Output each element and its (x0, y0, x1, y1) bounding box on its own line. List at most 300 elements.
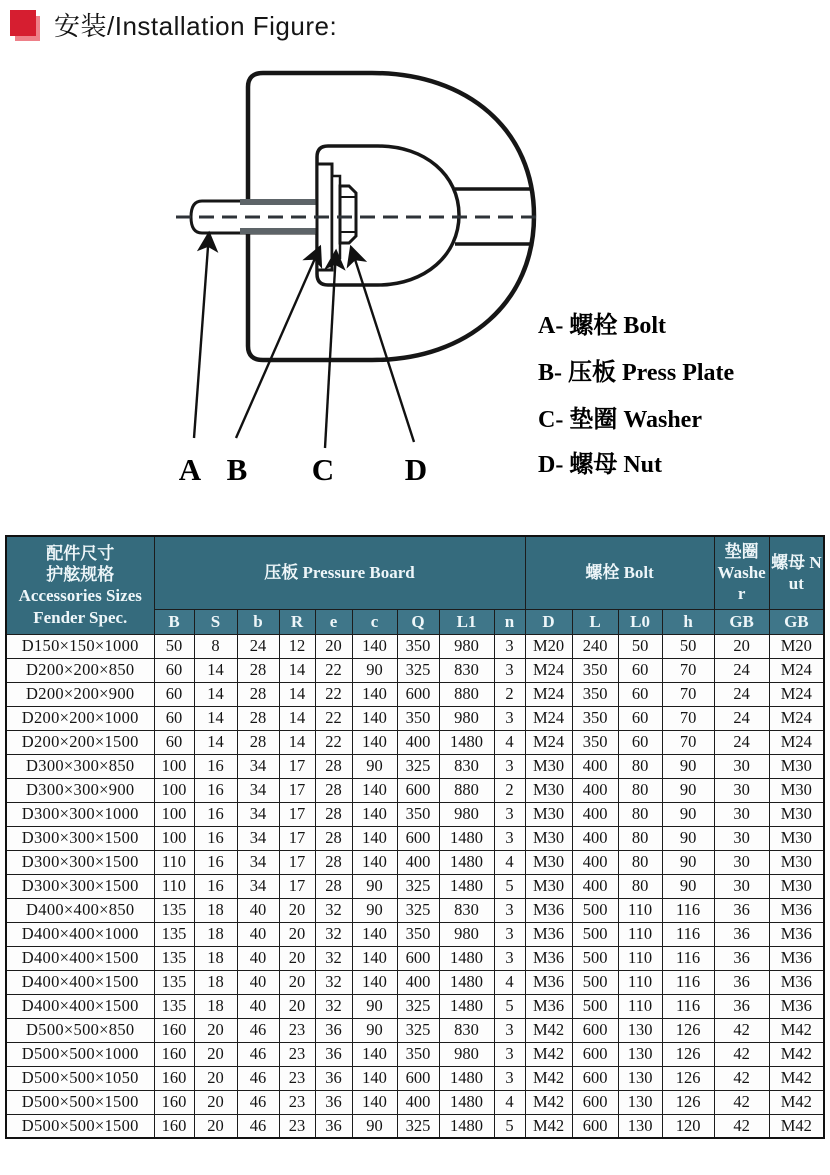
value-cell: 140 (352, 1042, 397, 1066)
value-cell: 400 (397, 1090, 439, 1114)
value-cell: 400 (397, 970, 439, 994)
value-cell: 70 (662, 730, 714, 754)
value-cell: M36 (525, 922, 572, 946)
group-header-pressure-board: 压板 Pressure Board (154, 536, 525, 609)
table-body (6, 634, 824, 1138)
value-cell: 400 (572, 754, 618, 778)
table-row (6, 754, 824, 778)
value-cell: 3 (494, 826, 525, 850)
value-cell: M36 (525, 898, 572, 922)
value-cell: 600 (572, 1066, 618, 1090)
page-title: 安装/Installation Figure: (54, 11, 338, 41)
part-label-b: B (226, 452, 248, 487)
value-cell: 17 (279, 802, 315, 826)
value-cell: 32 (315, 898, 352, 922)
value-cell: 100 (154, 754, 194, 778)
value-cell: 140 (352, 922, 397, 946)
column-header: GB (714, 609, 769, 634)
value-cell: M30 (769, 754, 824, 778)
value-cell: 325 (397, 1018, 439, 1042)
value-cell: 500 (572, 994, 618, 1018)
legend-item-bolt: A- 螺栓 Bolt (538, 313, 666, 339)
value-cell: M36 (525, 970, 572, 994)
value-cell: 60 (154, 682, 194, 706)
value-cell: M42 (769, 1042, 824, 1066)
value-cell: 60 (618, 730, 662, 754)
fender-spec-cell: D400×400×1000 (6, 922, 154, 946)
table-row (6, 658, 824, 682)
value-cell: 140 (352, 802, 397, 826)
value-cell: 140 (352, 730, 397, 754)
value-cell: M24 (769, 730, 824, 754)
value-cell: 22 (315, 658, 352, 682)
value-cell: M24 (525, 658, 572, 682)
table-row (6, 970, 824, 994)
value-cell: 5 (494, 994, 525, 1018)
table-row (6, 826, 824, 850)
column-header: S (194, 609, 237, 634)
fender-spec-cell: D400×400×1500 (6, 970, 154, 994)
value-cell: 46 (237, 1066, 279, 1090)
value-cell: 60 (618, 706, 662, 730)
column-header: L (572, 609, 618, 634)
value-cell: 140 (352, 1090, 397, 1114)
value-cell: 400 (572, 850, 618, 874)
value-cell: 22 (315, 730, 352, 754)
value-cell: 42 (714, 1042, 769, 1066)
value-cell: 18 (194, 970, 237, 994)
value-cell: 24 (714, 682, 769, 706)
value-cell: 32 (315, 922, 352, 946)
column-header: h (662, 609, 714, 634)
value-cell: 34 (237, 826, 279, 850)
value-cell: 350 (397, 706, 439, 730)
value-cell: 90 (352, 874, 397, 898)
value-cell: 160 (154, 1114, 194, 1138)
value-cell: M30 (525, 754, 572, 778)
column-header: c (352, 609, 397, 634)
table-row (6, 994, 824, 1018)
value-cell: 80 (618, 802, 662, 826)
column-header: D (525, 609, 572, 634)
value-cell: 50 (662, 634, 714, 658)
value-cell: 16 (194, 850, 237, 874)
value-cell: 20 (194, 1066, 237, 1090)
value-cell: M20 (525, 634, 572, 658)
table-row (6, 682, 824, 706)
table-row (6, 946, 824, 970)
table-row (6, 802, 824, 826)
table-header-row (6, 536, 824, 609)
value-cell: 980 (439, 1042, 494, 1066)
value-cell: 32 (315, 946, 352, 970)
value-cell: 400 (397, 850, 439, 874)
value-cell: 3 (494, 802, 525, 826)
installation-diagram (0, 45, 830, 507)
value-cell: 135 (154, 922, 194, 946)
value-cell: 160 (154, 1066, 194, 1090)
value-cell: M30 (769, 802, 824, 826)
value-cell: 140 (352, 706, 397, 730)
fender-spec-cell: D300×300×1500 (6, 874, 154, 898)
value-cell: 60 (618, 682, 662, 706)
value-cell: 60 (618, 658, 662, 682)
value-cell: 126 (662, 1018, 714, 1042)
value-cell: 28 (315, 802, 352, 826)
fender-spec-cell: D200×200×1500 (6, 730, 154, 754)
value-cell: 4 (494, 730, 525, 754)
spec-column-header (6, 536, 154, 634)
value-cell: 160 (154, 1042, 194, 1066)
legend-item-press-plate: B- 压板 Press Plate (538, 360, 735, 386)
fender-spec-cell: D400×400×1500 (6, 946, 154, 970)
value-cell: M36 (769, 898, 824, 922)
value-cell: 34 (237, 850, 279, 874)
value-cell: 1480 (439, 850, 494, 874)
value-cell: 325 (397, 994, 439, 1018)
table-row (6, 874, 824, 898)
value-cell: M30 (525, 778, 572, 802)
value-cell: 28 (315, 826, 352, 850)
fender-spec-cell: D200×200×900 (6, 682, 154, 706)
value-cell: M24 (525, 682, 572, 706)
value-cell: M20 (769, 634, 824, 658)
value-cell: 34 (237, 778, 279, 802)
value-cell: 600 (572, 1114, 618, 1138)
value-cell: 28 (237, 730, 279, 754)
value-cell: 3 (494, 946, 525, 970)
column-header: n (494, 609, 525, 634)
value-cell: 36 (315, 1090, 352, 1114)
value-cell: M42 (525, 1090, 572, 1114)
value-cell: 50 (618, 634, 662, 658)
part-label-d: D (404, 452, 428, 487)
value-cell: 20 (279, 946, 315, 970)
value-cell: 135 (154, 898, 194, 922)
value-cell: 18 (194, 946, 237, 970)
value-cell: 600 (397, 778, 439, 802)
value-cell: 17 (279, 778, 315, 802)
value-cell: 16 (194, 778, 237, 802)
value-cell: 80 (618, 850, 662, 874)
value-cell: 110 (154, 874, 194, 898)
value-cell: M30 (769, 850, 824, 874)
value-cell: 135 (154, 994, 194, 1018)
value-cell: 100 (154, 778, 194, 802)
value-cell: 3 (494, 706, 525, 730)
value-cell: 350 (397, 802, 439, 826)
value-cell: 28 (237, 682, 279, 706)
value-cell: 830 (439, 754, 494, 778)
value-cell: 240 (572, 634, 618, 658)
value-cell: 90 (662, 754, 714, 778)
value-cell: 600 (397, 826, 439, 850)
value-cell: 23 (279, 1114, 315, 1138)
value-cell: 4 (494, 970, 525, 994)
spec-header-line: 配件尺寸 (46, 543, 115, 563)
value-cell: 4 (494, 1090, 525, 1114)
value-cell: 140 (352, 826, 397, 850)
table-row (6, 1018, 824, 1042)
value-cell: 830 (439, 658, 494, 682)
value-cell: 350 (572, 682, 618, 706)
value-cell: 126 (662, 1042, 714, 1066)
section-title (10, 6, 337, 43)
value-cell: 600 (572, 1018, 618, 1042)
value-cell: 90 (662, 778, 714, 802)
value-cell: 14 (194, 682, 237, 706)
value-cell: M24 (525, 706, 572, 730)
value-cell: 20 (279, 970, 315, 994)
fender-spec-cell: D500×500×1500 (6, 1114, 154, 1138)
value-cell: 36 (714, 898, 769, 922)
value-cell: M30 (769, 826, 824, 850)
value-cell: 400 (572, 778, 618, 802)
table-row (6, 922, 824, 946)
value-cell: 880 (439, 682, 494, 706)
value-cell: M36 (525, 994, 572, 1018)
value-cell: 20 (315, 634, 352, 658)
value-cell: 400 (572, 874, 618, 898)
value-cell: M24 (769, 682, 824, 706)
value-cell: M30 (769, 874, 824, 898)
value-cell: M42 (769, 1066, 824, 1090)
value-cell: 1480 (439, 874, 494, 898)
fender-spec-cell: D500×500×1000 (6, 1042, 154, 1066)
value-cell: 600 (572, 1090, 618, 1114)
value-cell: 20 (279, 922, 315, 946)
value-cell: 350 (397, 634, 439, 658)
table-row (6, 778, 824, 802)
value-cell: 46 (237, 1018, 279, 1042)
value-cell: 50 (154, 634, 194, 658)
value-cell: 23 (279, 1090, 315, 1114)
value-cell: 325 (397, 874, 439, 898)
red-square-icon (10, 10, 40, 40)
value-cell: 20 (194, 1090, 237, 1114)
value-cell: M42 (525, 1018, 572, 1042)
column-header: B (154, 609, 194, 634)
value-cell: 1480 (439, 994, 494, 1018)
value-cell: 120 (662, 1114, 714, 1138)
fender-spec-cell: D500×500×850 (6, 1018, 154, 1042)
value-cell: 36 (315, 1066, 352, 1090)
value-cell: 1480 (439, 826, 494, 850)
value-cell: 980 (439, 922, 494, 946)
value-cell: 42 (714, 1090, 769, 1114)
value-cell: 46 (237, 1090, 279, 1114)
value-cell: 116 (662, 994, 714, 1018)
column-header: R (279, 609, 315, 634)
legend-item-nut: D- 螺母 Nut (538, 452, 662, 478)
bolt-sleeve-top (240, 199, 317, 205)
value-cell: M24 (769, 706, 824, 730)
table-row (6, 1042, 824, 1066)
value-cell: M36 (769, 994, 824, 1018)
value-cell: 350 (572, 658, 618, 682)
value-cell: 80 (618, 754, 662, 778)
value-cell: 3 (494, 898, 525, 922)
value-cell: 34 (237, 754, 279, 778)
value-cell: 110 (154, 850, 194, 874)
value-cell: 90 (352, 994, 397, 1018)
value-cell: 90 (662, 874, 714, 898)
fender-spec-cell: D300×300×900 (6, 778, 154, 802)
value-cell: 30 (714, 826, 769, 850)
value-cell: 130 (618, 1066, 662, 1090)
value-cell: 30 (714, 802, 769, 826)
value-cell: 980 (439, 706, 494, 730)
fender-spec-cell: D300×300×850 (6, 754, 154, 778)
value-cell: 110 (618, 898, 662, 922)
value-cell: 3 (494, 754, 525, 778)
value-cell: 3 (494, 1066, 525, 1090)
value-cell: 325 (397, 1114, 439, 1138)
value-cell: 135 (154, 946, 194, 970)
column-header: L0 (618, 609, 662, 634)
value-cell: 400 (572, 826, 618, 850)
value-cell: 140 (352, 634, 397, 658)
value-cell: M42 (769, 1018, 824, 1042)
value-cell: 90 (352, 1018, 397, 1042)
value-cell: 5 (494, 1114, 525, 1138)
value-cell: 110 (618, 922, 662, 946)
value-cell: 28 (237, 706, 279, 730)
value-cell: 116 (662, 922, 714, 946)
value-cell: 3 (494, 634, 525, 658)
value-cell: M36 (525, 946, 572, 970)
value-cell: 14 (279, 658, 315, 682)
value-cell: 100 (154, 802, 194, 826)
value-cell: 46 (237, 1042, 279, 1066)
table-row (6, 730, 824, 754)
value-cell: 400 (572, 802, 618, 826)
value-cell: 36 (315, 1114, 352, 1138)
value-cell: 1480 (439, 730, 494, 754)
table-row (6, 850, 824, 874)
value-cell: 34 (237, 802, 279, 826)
value-cell: 600 (397, 682, 439, 706)
value-cell: 140 (352, 682, 397, 706)
bolt-sleeve-bottom (240, 228, 317, 234)
value-cell: 90 (662, 802, 714, 826)
value-cell: 90 (662, 850, 714, 874)
value-cell: 17 (279, 754, 315, 778)
value-cell: 60 (154, 706, 194, 730)
value-cell: 24 (714, 658, 769, 682)
value-cell: 23 (279, 1066, 315, 1090)
value-cell: 1480 (439, 1066, 494, 1090)
value-cell: 40 (237, 970, 279, 994)
value-cell: 18 (194, 994, 237, 1018)
value-cell: M30 (525, 802, 572, 826)
value-cell: 1480 (439, 970, 494, 994)
value-cell: M36 (769, 970, 824, 994)
value-cell: 90 (352, 898, 397, 922)
value-cell: M36 (769, 922, 824, 946)
leader-line-a (194, 233, 209, 438)
value-cell: 90 (352, 658, 397, 682)
table-row (6, 1066, 824, 1090)
fender-spec-cell: D300×300×1000 (6, 802, 154, 826)
value-cell: 500 (572, 970, 618, 994)
value-cell: 130 (618, 1042, 662, 1066)
value-cell: 70 (662, 682, 714, 706)
value-cell: 16 (194, 826, 237, 850)
value-cell: M30 (769, 778, 824, 802)
value-cell: 30 (714, 754, 769, 778)
value-cell: 350 (397, 1042, 439, 1066)
value-cell: 110 (618, 970, 662, 994)
value-cell: 140 (352, 1066, 397, 1090)
value-cell: 500 (572, 898, 618, 922)
value-cell: 140 (352, 946, 397, 970)
value-cell: 24 (714, 706, 769, 730)
value-cell: 40 (237, 946, 279, 970)
column-header: GB (769, 609, 824, 634)
value-cell: 130 (618, 1114, 662, 1138)
fender-spec-cell: D500×500×1500 (6, 1090, 154, 1114)
value-cell: 116 (662, 946, 714, 970)
value-cell: 32 (315, 994, 352, 1018)
value-cell: 135 (154, 970, 194, 994)
value-cell: 28 (315, 850, 352, 874)
column-header: Q (397, 609, 439, 634)
value-cell: 16 (194, 874, 237, 898)
value-cell: 42 (714, 1018, 769, 1042)
value-cell: 600 (397, 946, 439, 970)
value-cell: 90 (352, 754, 397, 778)
nut (340, 186, 356, 243)
table-row (6, 1114, 824, 1138)
value-cell: 600 (397, 1066, 439, 1090)
value-cell: 1480 (439, 1090, 494, 1114)
value-cell: 17 (279, 826, 315, 850)
value-cell: 14 (194, 730, 237, 754)
value-cell: 116 (662, 898, 714, 922)
value-cell: 3 (494, 1042, 525, 1066)
group-header-nut: 螺母 Nut (769, 536, 824, 609)
value-cell: 980 (439, 802, 494, 826)
legend-item-washer: C- 垫圈 Washer (538, 407, 702, 433)
value-cell: 100 (154, 826, 194, 850)
fender-spec-cell: D300×300×1500 (6, 826, 154, 850)
value-cell: 16 (194, 802, 237, 826)
column-header: e (315, 609, 352, 634)
value-cell: 34 (237, 874, 279, 898)
value-cell: 500 (572, 922, 618, 946)
value-cell: 22 (315, 682, 352, 706)
value-cell: 830 (439, 1018, 494, 1042)
value-cell: 22 (315, 706, 352, 730)
value-cell: 1480 (439, 946, 494, 970)
spec-header-line: 护舷规格 (46, 565, 115, 584)
value-cell: 18 (194, 898, 237, 922)
table-row (6, 898, 824, 922)
value-cell: M42 (769, 1114, 824, 1138)
value-cell: 42 (714, 1066, 769, 1090)
fender-spec-cell: D400×400×1500 (6, 994, 154, 1018)
value-cell: 20 (194, 1114, 237, 1138)
value-cell: M24 (769, 658, 824, 682)
spec-header-line: Fender Spec. (33, 607, 128, 627)
column-header: L1 (439, 609, 494, 634)
value-cell: 116 (662, 970, 714, 994)
value-cell: 36 (315, 1018, 352, 1042)
value-cell: 3 (494, 1018, 525, 1042)
value-cell: 160 (154, 1090, 194, 1114)
fender-spec-cell: D200×200×1000 (6, 706, 154, 730)
